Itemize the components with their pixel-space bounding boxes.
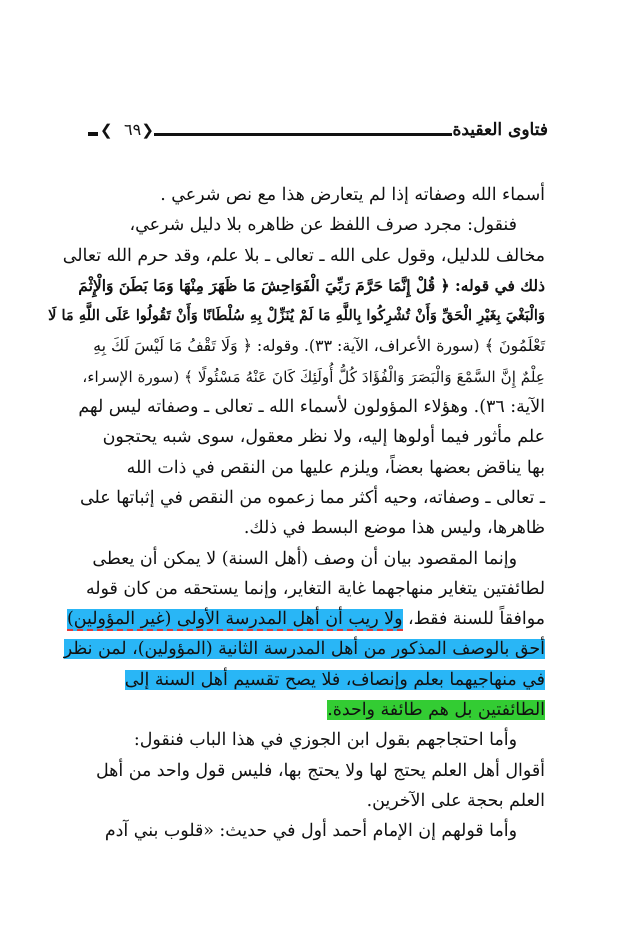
quran-verse-line: ذلك في قوله: ﴿ قُلْ إِنَّمَا حَرَّمَ رَبِّيَ الْفَوَاحِشَ مَا ظَهَرَ مِنْهَا وَمَا بَطَنَ وَالْإِثْمَ <box>78 275 545 295</box>
highlighted-text: أحق بالوصف المذكور من أهل المدرسة الثانية (المؤولين)، لمن نظر <box>63 639 545 660</box>
text-line: أسماء الله وصفاته إذا لم يتعارض هذا مع نص شرعي . <box>160 185 545 205</box>
text-line <box>66 604 545 634</box>
text-line: ـ تعالى ـ وصفاته، وحيه أكثر مما زعموه من النقص في إثباتها على <box>80 487 545 508</box>
quran-verse-line: وَالْبَغْيَ بِغَيْرِ الْحَقِّ وَأَنْ تُشْرِكُوا بِاللَّهِ مَا لَمْ يُنَزِّلْ بِهِ سُلْطَانًا وَأَنْ تَقُولُوا عَلَى اللَّهِ مَا لَا <box>48 307 545 325</box>
highlighted-text: في منهاجيهما بعلم وإنصاف، فلا يصح تقسيم أهل السنة إلى <box>124 669 545 690</box>
text-line <box>90 665 545 695</box>
text-line: ظاهرها، وليس هذا موضع البسط في ذلك. <box>243 518 545 539</box>
text-line: الآية: ٣٦). وهؤلاء المؤولون لأسماء الله ـ تعالى ـ وصفاته ليس لهم <box>78 397 545 418</box>
page-body <box>48 180 545 847</box>
text-line: علم مأثور فيما أولوها إليه، ولا نظر معقول، سوى شبه يحتجون <box>102 427 545 448</box>
text-segment: موافقاً للسنة فقط، <box>408 609 545 630</box>
text-line <box>90 695 545 725</box>
quran-verse-line: عِلْمٌ إِنَّ السَّمْعَ وَالْبَصَرَ وَالْفُؤَادَ كُلُّ أُولَئِكَ كَانَ عَنْهُ مَسْئُولًا ﴾ (سورة الإسراء، <box>82 367 545 386</box>
text-line: أقوال أهل العلم يحتج لها ولا يحتج بها، فليس قول واحد من أهل <box>96 760 545 781</box>
header-rule-left <box>88 132 98 136</box>
header-rule <box>154 133 452 136</box>
highlighted-text-green: الطائفتين بل هم طائفة واحدة. <box>327 700 545 721</box>
text-line: العلم بحجة على الآخرين. <box>366 790 545 811</box>
text-line: وأما احتجاجهم بقول ابن الجوزي في هذا الباب فنقول: <box>133 730 517 751</box>
page-header <box>88 118 548 148</box>
text-line: وإنما المقصود بيان أن وصف (أهل السنة) لا يمكن أن يعطى <box>92 548 517 569</box>
text-line: وأما قولهم إن الإمام أحمد أول في حديث: «قلوب بني آدم <box>104 821 517 842</box>
text-line: مخالف للدليل، وقول على الله ـ تعالى ـ بلا علم، وقد حرم الله تعالى <box>62 245 545 266</box>
ornament-left-icon: ❮ <box>100 121 113 139</box>
highlighted-text: ولا ريب أن أهل المدرسة الأولى (غير المؤولين) <box>66 609 403 630</box>
text-line: لطائفتين يتغاير منهاجهما غاية التغاير، وإنما يستحقه من كان قوله <box>85 578 545 599</box>
text-line: بها يناقض بعضها بعضاً، ويلزم عليها من النقص في ذات الله <box>126 457 545 478</box>
quran-verse-line: تَعْلَمُونَ ﴾ (سورة الأعراف، الآية: ٣٣). وقوله: ﴿ وَلَا تَقْفُ مَا لَيْسَ لَكَ بِهِ <box>93 336 545 356</box>
ornament-right-icon: ❯ <box>141 121 154 139</box>
text-line: فنقول: مجرد صرف اللفظ عن ظاهره بلا دليل شرعي، <box>129 215 517 236</box>
running-title: فتاوى العقيدة <box>452 120 548 140</box>
page-number: ٦٩ <box>124 120 142 139</box>
text-line <box>63 634 545 664</box>
